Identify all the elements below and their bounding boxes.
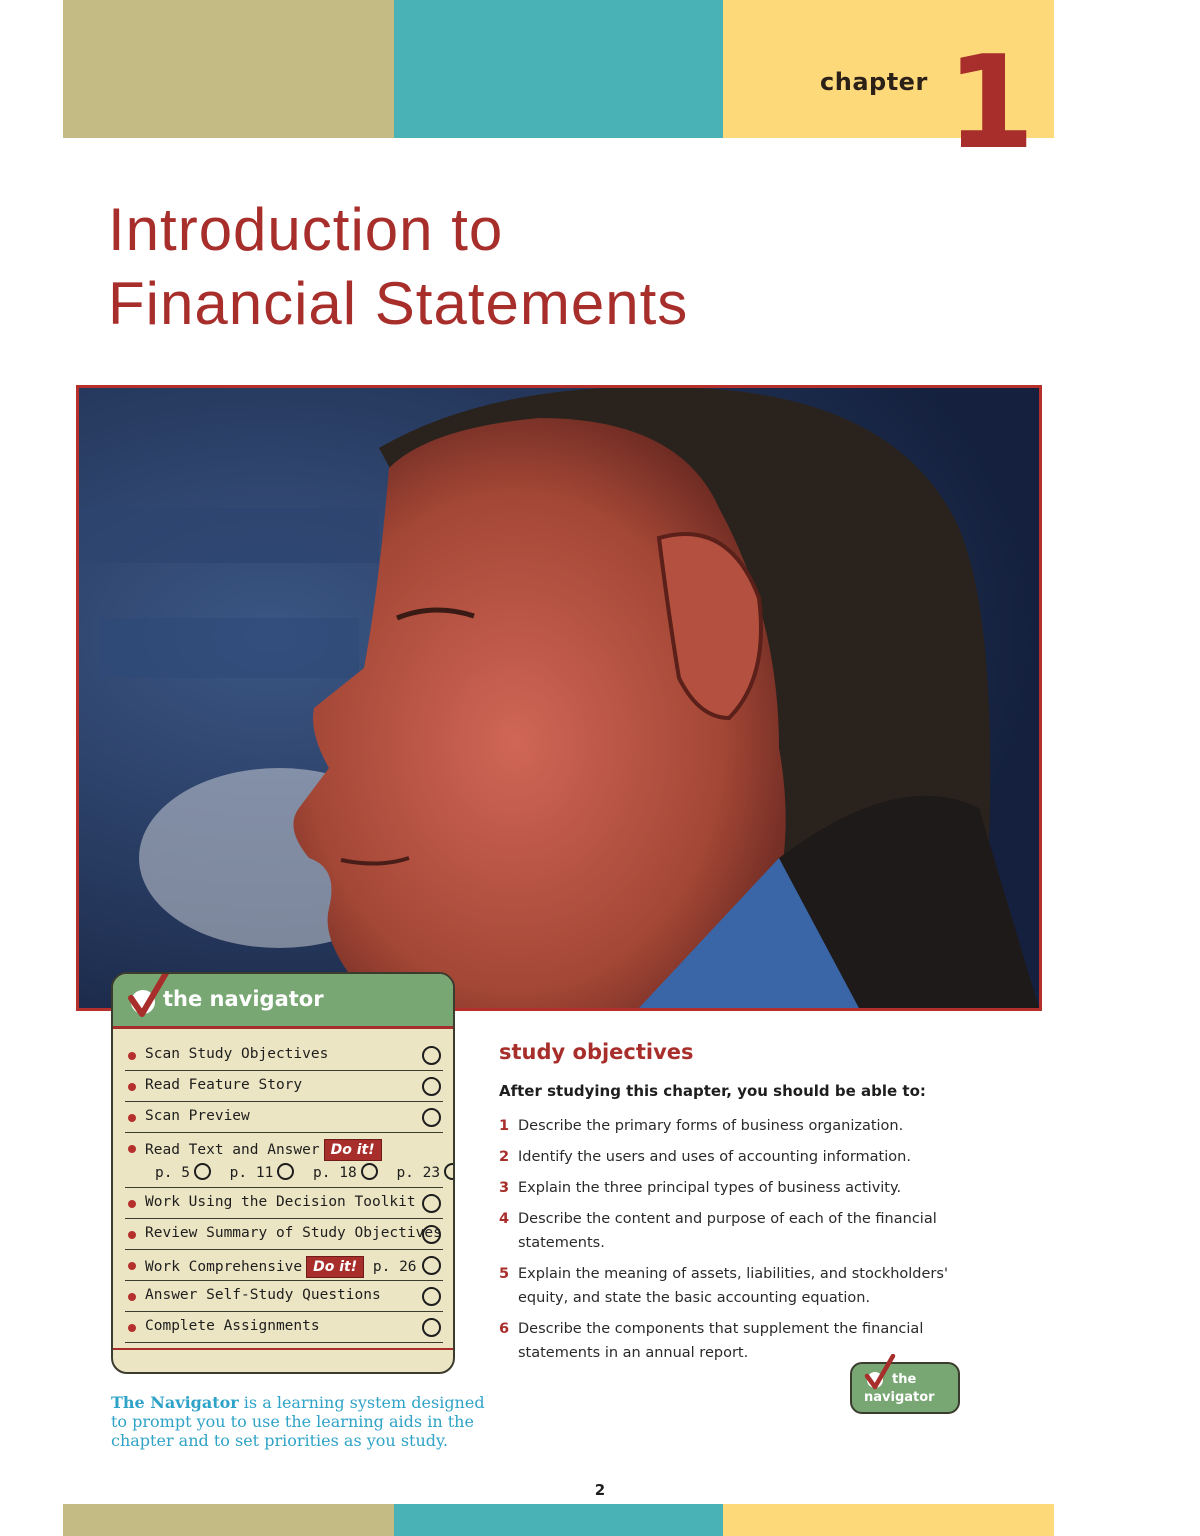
- navigator-item-label: Answer Self-Study Questions: [145, 1287, 381, 1303]
- page-ref-label: p. 23: [396, 1165, 441, 1181]
- page-ref-label: p. 26: [372, 1259, 417, 1275]
- checkbox-circle-icon[interactable]: [422, 1256, 441, 1275]
- portrait-illustration: [79, 388, 1039, 1008]
- do-it-badge: Do it!: [324, 1139, 382, 1161]
- objective-number: 6: [499, 1321, 510, 1337]
- objective-text: Identify the users and uses of accounting information.: [518, 1149, 911, 1165]
- navigator-item[interactable]: [125, 1219, 443, 1250]
- navigator-item-label: Complete Assignments: [145, 1318, 320, 1334]
- navigator-item-label: Work Comprehensive: [145, 1259, 303, 1275]
- navigator-panel: [111, 972, 455, 1374]
- navigator-item[interactable]: [125, 1102, 443, 1133]
- study-objectives-title: study objectives: [499, 1040, 694, 1064]
- navigator-item[interactable]: [125, 1312, 443, 1343]
- navigator-title: the navigator: [163, 987, 324, 1011]
- checkbox-circle-icon[interactable]: [422, 1077, 441, 1096]
- checkbox-circle-icon[interactable]: [422, 1318, 441, 1337]
- page-number: 2: [594, 1481, 606, 1499]
- navigator-item-label-group: [145, 1256, 417, 1278]
- bottom-band-teal: [394, 1504, 723, 1536]
- navigator-header: [113, 974, 453, 1029]
- objective-number: 5: [499, 1266, 510, 1282]
- objective-number: 1: [499, 1118, 510, 1134]
- navigator-item-label: Scan Study Objectives: [145, 1046, 329, 1062]
- checkbox-circle-icon[interactable]: [194, 1163, 211, 1180]
- navigator-caption-bold: The Navigator: [111, 1393, 239, 1412]
- checkbox-circle-icon[interactable]: [422, 1287, 441, 1306]
- page-ref: [155, 1163, 211, 1181]
- bullet-icon: [128, 1083, 136, 1091]
- navigator-checklist: [125, 1040, 443, 1343]
- objective-text: Explain the meaning of assets, liabilities, and stockholders' equity, and state the basic accounting equation.: [518, 1266, 948, 1306]
- chapter-title: [108, 193, 688, 341]
- navigator-badge-line1: the: [892, 1372, 917, 1387]
- navigator-item-label: Review Summary of Study Objectives: [145, 1225, 442, 1241]
- objective-number: 3: [499, 1180, 510, 1196]
- checkbox-circle-icon[interactable]: [422, 1194, 441, 1213]
- navigator-badge[interactable]: [850, 1362, 960, 1414]
- objective-text: Describe the content and purpose of each of the financial statements.: [518, 1211, 937, 1251]
- navigator-item[interactable]: [125, 1188, 443, 1219]
- top-band-olive: [63, 0, 394, 138]
- navigator-item[interactable]: [125, 1133, 443, 1188]
- objective-number: 4: [499, 1211, 510, 1227]
- bullet-icon: [128, 1231, 136, 1239]
- navigator-item[interactable]: [125, 1281, 443, 1312]
- page-ref-label: p. 18: [313, 1165, 357, 1181]
- checkbox-circle-icon[interactable]: [361, 1163, 378, 1180]
- navigator-item-label: Work Using the Decision Toolkit: [145, 1194, 416, 1210]
- page-ref: [230, 1163, 295, 1181]
- top-band-teal: [394, 0, 723, 138]
- objective-text: Explain the three principal types of business activity.: [518, 1180, 902, 1196]
- study-objective: [499, 1207, 969, 1255]
- page-ref-label: p. 11: [229, 1165, 274, 1181]
- study-objectives-list: [499, 1114, 969, 1372]
- checkmark-icon: [862, 1354, 896, 1392]
- navigator-item[interactable]: [125, 1250, 443, 1281]
- bottom-band-olive: [63, 1504, 394, 1536]
- navigator-badge-line2: navigator: [864, 1390, 935, 1405]
- bullet-icon: [128, 1324, 136, 1332]
- navigator-item-label: Read Feature Story: [145, 1077, 303, 1093]
- navigator-caption-text: is a learning system designed to prompt you to use the learning aids in the chapter and to set priorities as you study.: [111, 1393, 485, 1450]
- chapter-title-line1: Introduction to: [108, 196, 504, 263]
- navigator-footer: [113, 1348, 453, 1372]
- page-ref-label: p. 5: [155, 1165, 190, 1181]
- objective-text: Describe the primary forms of business organization.: [518, 1118, 904, 1134]
- bullet-icon: [128, 1052, 136, 1060]
- navigator-item-label-group: [145, 1139, 382, 1161]
- study-objective: [499, 1114, 969, 1138]
- chapter-number: 1: [946, 29, 1036, 178]
- navigator-item[interactable]: [125, 1040, 443, 1071]
- checkbox-circle-icon[interactable]: [422, 1108, 441, 1127]
- navigator-item-label: Scan Preview: [145, 1108, 250, 1124]
- chapter-title-line2: Financial Statements: [108, 270, 689, 337]
- checkbox-circle-icon[interactable]: [422, 1046, 441, 1065]
- chapter-photo: [76, 385, 1042, 1011]
- study-objectives-lead: After studying this chapter, you should be able to:: [499, 1082, 926, 1100]
- navigator-item[interactable]: [125, 1071, 443, 1102]
- bullet-icon: [128, 1262, 136, 1270]
- bullet-icon: [128, 1200, 136, 1208]
- page-ref: [396, 1163, 455, 1181]
- page-ref: [313, 1163, 378, 1181]
- page-checklist: [155, 1163, 455, 1181]
- objective-text: Describe the components that supplement the financial statements in an annual report.: [518, 1321, 924, 1361]
- study-objective: [499, 1145, 969, 1169]
- checkbox-circle-icon[interactable]: [444, 1163, 455, 1180]
- navigator-caption: [111, 1393, 501, 1450]
- bullet-icon: [128, 1145, 136, 1153]
- study-objective: [499, 1176, 969, 1200]
- navigator-item-label: Read Text and Answer: [145, 1142, 320, 1158]
- study-objective: [499, 1262, 969, 1310]
- checkbox-circle-icon[interactable]: [277, 1163, 294, 1180]
- do-it-badge: Do it!: [306, 1256, 364, 1278]
- chapter-label: chapter: [820, 68, 928, 96]
- bullet-icon: [128, 1293, 136, 1301]
- objective-number: 2: [499, 1149, 510, 1165]
- checkbox-circle-icon[interactable]: [422, 1225, 441, 1244]
- bullet-icon: [128, 1114, 136, 1122]
- bottom-band-yellow: [723, 1504, 1054, 1536]
- study-objective: [499, 1317, 969, 1365]
